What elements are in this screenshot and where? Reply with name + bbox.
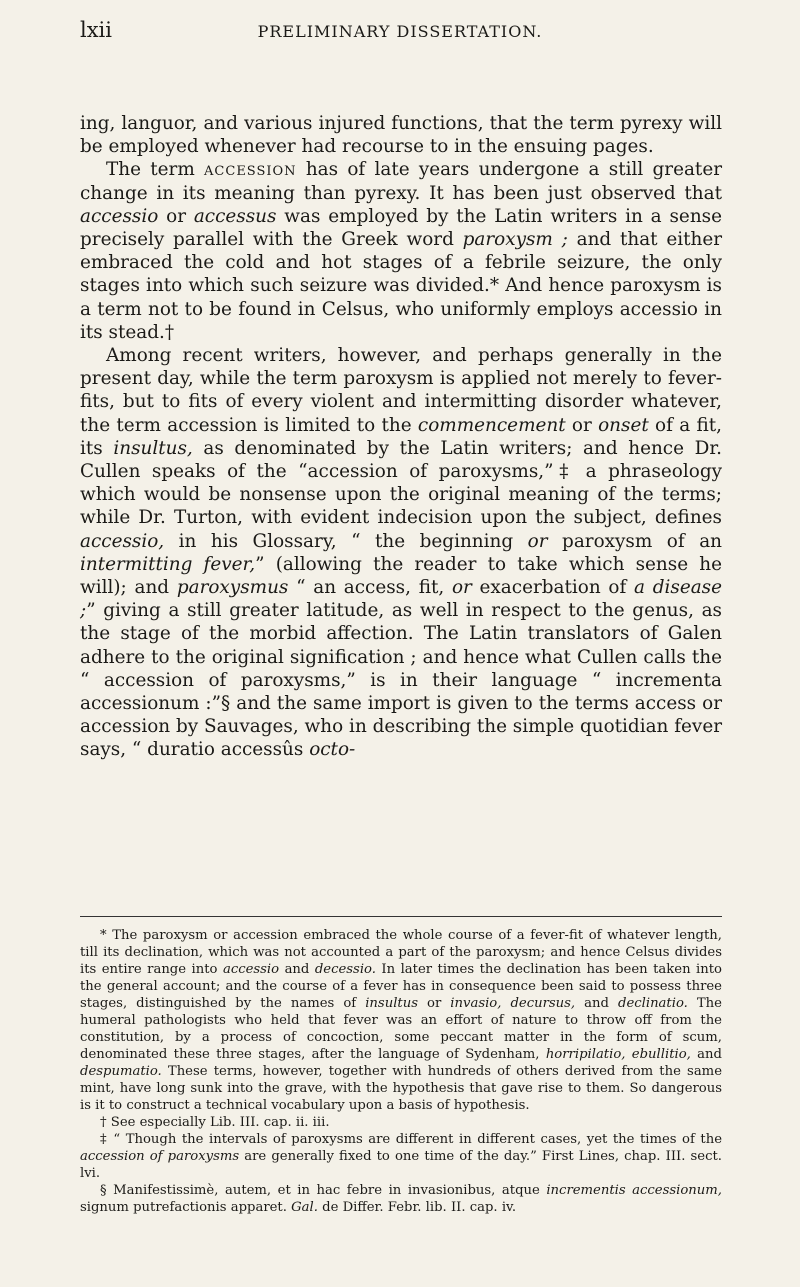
footnote-3: ‡ “ Though the intervals of paroxysms are different in different cases, yet the times of the accession of paroxysms are generally fixed to one time of the day.” First Lines, chap. III. sect. lvi.	[80, 1132, 722, 1181]
page-header	[80, 8, 720, 48]
page-number: lxii	[80, 18, 112, 42]
paragraph-3: Among recent writers, however, and perhaps generally in the present day, while the term paroxysm is applied not merely to fever-fits, but to fits of every violent and intermitting disorder whatever, the term accession is limited to the commencement or onset of a fit, its insultus, as denominated by the Latin writers; and hence Dr. Cullen speaks of the “accession of paroxysms,”‡ a phraseology which would be nonsense upon the original meaning of the terms; while Dr. Turton, with evident indecision upon the subject, defines accessio, in his Glossary, “ the beginning or paroxysm of an intermitting fever,” (allowing the reader to take which sense he will); and paroxysmus “ an access, fit, or exacerbation of a disease ;” giving a still greater latitude, as well in respect to the genus, as the stage of the morbid affection. The Latin translators of Galen adhere to the original signification ; and hence what Cullen calls the “ accession of paroxysms,” is in their language “ incrementa accessionum :”§ and the same import is given to the terms access or accession by Sauvages, who in describing the simple quotidian fever says, “ duratio accessûs octo-	[80, 345, 723, 761]
footnote-2: † See especially Lib. III. cap. ii. iii.	[100, 1115, 330, 1130]
paragraph-2: The term accession has of late years undergone a still greater change in its meaning than pyrexy. It has been just observed that accessio or accessus was employed by the Latin writers in a sense precisely parallel with the Greek word paroxysm ; and that either embraced the cold and hot stages of a febrile seizure, the only stages into which such seizure was divided.* And hence paroxysm is a term not to be found in Celsus, who uniformly employs accessio in its stead.†	[80, 159, 723, 343]
footnotes	[80, 927, 722, 1216]
main-text	[80, 112, 722, 762]
footnote-1: * The paroxysm or accession embraced the whole course of a fever-fit of whatever length, till its declination, which was not accounted a part of the paroxysm; and hence Celsus divides its entire range into accessio and decessio. In later times the declination has been taken into the general account; and the course of a fever has in consequence been said to possess three stages, distinguished by the names of insultus or invasio, decursus, and declinatio. The humeral pathologists who held that fever was an effort of nature to throw off from the constitution, by a process of concoction, some peccant matter in the form of scum, denominated these three stages, after the language of Sydenham, horripilatio, ebullitio, and despumatio. These terms, however, together with hundreds of others derived from the same mint, have long sunk into the grave, with the hypothesis that gave rise to them. So dangerous is it to construct a technical vocabulary upon a basis of hypothesis.	[80, 928, 722, 1113]
paragraph-1: ing, languor, and various injured functions, that the term pyrexy will be employed whenever had recourse to in the ensuing pages.	[80, 113, 722, 158]
footnote-4: § Manifestissimè, autem, et in hac febre in invasionibus, atque incrementis accessionum, signum putrefactionis apparet. Gal. de Differ. Febr. lib. II. cap. iv.	[80, 1183, 722, 1215]
running-head: PRELIMINARY DISSERTATION.	[257, 22, 543, 41]
footnote-divider	[80, 916, 722, 917]
